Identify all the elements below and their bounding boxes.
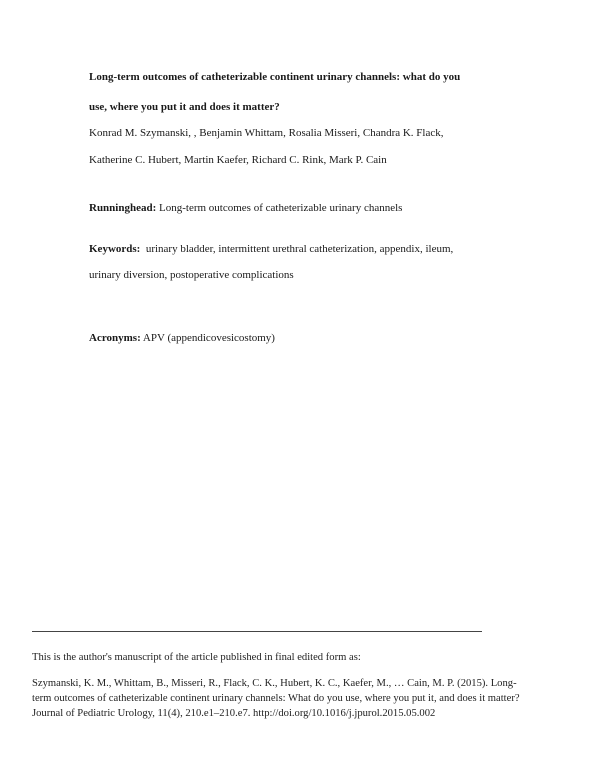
keywords-label: Keywords: [89, 243, 141, 255]
authors-line-2: Katherine C. Hubert, Martin Kaefer, Richard C. Rink, Mark P. Cain [89, 154, 387, 166]
citation-line-3: Journal of Pediatric Urology, 11(4), 210.e1–210.e7. http://doi.org/10.1016/j.jpurol.2015.05.002 [32, 708, 436, 719]
manuscript-note: This is the author's manuscript of the article published in final edited form as: [32, 652, 361, 663]
keywords-value-line-1: urinary bladder, intermittent urethral catheterization, appendix, ileum, [145, 243, 454, 255]
runninghead-label: Runninghead: [89, 202, 157, 214]
keywords-line-1 [89, 243, 453, 255]
authors-line-1: Konrad M. Szymanski, , Benjamin Whittam, Rosalia Misseri, Chandra K. Flack, [89, 127, 444, 139]
article-title-line-1: Long-term outcomes of catheterizable continent urinary channels: what do you [89, 71, 461, 83]
acronyms [89, 332, 275, 344]
citation-line-1: Szymanski, K. M., Whittam, B., Misseri, R., Flack, C. K., Hubert, K. C., Kaefer, M., … Cain, M. P. (2015). Long- [32, 678, 517, 689]
acronyms-label: Acronyms: [89, 332, 141, 344]
keywords-value-line-2: urinary diversion, postoperative complications [89, 269, 294, 281]
runninghead [89, 202, 402, 214]
article-title-line-2: use, where you put it and does it matter? [89, 101, 280, 113]
citation-line-2: term outcomes of catheterizable continent urinary channels: What do you use, where you put it, and does it matter? [32, 693, 520, 704]
footnote-divider [32, 631, 482, 632]
acronyms-value: APV (appendicovesicostomy) [142, 332, 275, 344]
runninghead-value: Long-term outcomes of catheterizable urinary channels [159, 202, 403, 214]
